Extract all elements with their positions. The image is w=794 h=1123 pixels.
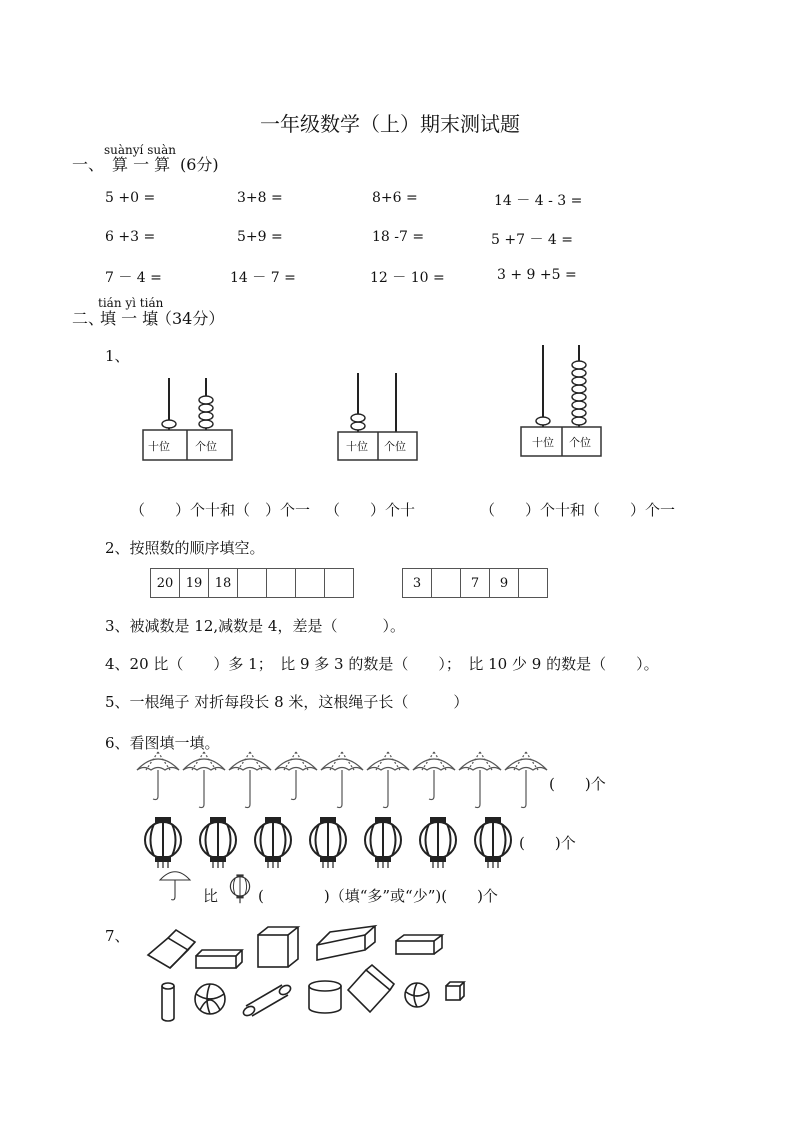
- equation: 18 -7 =: [372, 229, 425, 245]
- sequence-row-2: [402, 568, 548, 598]
- sequence-cell: 18: [209, 569, 238, 597]
- ball-shape: [195, 984, 225, 1014]
- cube-shape: [148, 930, 195, 968]
- abacus-bead: [536, 417, 550, 425]
- sequence-cell: 9: [490, 569, 519, 597]
- umbrella-icon: [275, 752, 317, 800]
- lantern-icon: [365, 818, 401, 868]
- abacus-bead: [572, 361, 586, 369]
- sequence-cell: [296, 569, 325, 597]
- question-1-answer-2: （ ）个十: [325, 501, 416, 519]
- section1-number: 一、: [72, 155, 105, 174]
- question-5: 5、一根绳子 对折每段长 8 米，这根绳子长（ ）: [105, 693, 469, 711]
- equation: 6 +3 =: [105, 229, 156, 245]
- umbrella-count-answer: ( )个: [549, 775, 606, 793]
- cube-shape: [258, 927, 298, 967]
- equation: 14 － 4 - 3 =: [494, 193, 583, 209]
- lantern-icon: [310, 818, 346, 868]
- section1-pinyin: suànyí suàn: [104, 143, 176, 157]
- question-2: 2、按照数的顺序填空。: [105, 539, 265, 557]
- lantern-icon: [255, 818, 291, 868]
- question-1-answer-3: （ ）个十和（ ）个一: [480, 501, 676, 519]
- abacus-2-ones-label: 个位: [384, 440, 406, 453]
- cuboid-shape: [396, 935, 442, 954]
- equation: 3 + 9 +5 =: [497, 267, 577, 283]
- abacus-bead: [351, 422, 365, 430]
- flat-cuboid-shape: [196, 950, 242, 968]
- section1-label: 算 一 算: [112, 155, 171, 174]
- abacus-bead: [199, 412, 213, 420]
- abacus-bead: [162, 420, 176, 428]
- abacus-1-ones-label: 个位: [195, 440, 217, 453]
- question-3: 3、被减数是 12,减数是 4，差是（ ）。: [105, 617, 405, 635]
- sequence-cell: [325, 569, 353, 597]
- section2-label: 填 一 填: [100, 309, 159, 328]
- abacus-bead: [572, 409, 586, 417]
- long-cuboid-shape: [317, 926, 375, 960]
- abacus-bead: [199, 404, 213, 412]
- abacus-1-tens-label: 十位: [148, 440, 170, 453]
- abacus-bead: [199, 396, 213, 404]
- question-4: 4、20 比（ ）多 1； 比 9 多 3 的数是（ ）； 比 10 少 9 的数是（ ）。: [105, 655, 659, 673]
- tilted-cuboid-shape: [348, 965, 394, 1012]
- sequence-cell: [238, 569, 267, 597]
- abacus-bead: [572, 417, 586, 425]
- question-7-number: 7、: [105, 927, 130, 945]
- abacus-bead: [572, 369, 586, 377]
- abacus-bead: [572, 401, 586, 409]
- page-title: 一年级数学（上）期末测试题: [260, 112, 520, 136]
- lantern-icon: [475, 818, 511, 868]
- equation: 7 － 4 =: [105, 270, 162, 286]
- equation: 14 － 7 =: [230, 270, 296, 286]
- solid-shapes: [0, 0, 1, 1]
- ball-shape: [405, 983, 429, 1007]
- lantern-icon: [420, 818, 456, 868]
- equation: 5 +7 － 4 =: [491, 232, 573, 248]
- compare-text: ( )（填“多”或“少”)( )个: [258, 887, 498, 905]
- umbrella-icon: [321, 752, 363, 808]
- abacus-bead: [572, 385, 586, 393]
- abacus-bead: [351, 414, 365, 422]
- section1-score: (6分): [180, 155, 219, 174]
- sequence-cell: 7: [461, 569, 490, 597]
- abacus-bead: [572, 377, 586, 385]
- abacus-2-tens-label: 十位: [346, 440, 368, 453]
- sequence-cell: [267, 569, 296, 597]
- sequence-cell: 3: [403, 569, 432, 597]
- equation: 3+8 =: [237, 190, 283, 206]
- question-6: 6、看图填一填。: [105, 734, 220, 752]
- umbrella-icon: [137, 752, 179, 800]
- section2-pinyin: tián yì tián: [98, 296, 164, 310]
- sequence-cell: [519, 569, 547, 597]
- umbrella-icon: [413, 752, 455, 800]
- umbrella-icon: [229, 752, 271, 808]
- compare-word: 比: [203, 887, 219, 905]
- question-1-answer-1: （ ）个十和（ ）个一: [130, 501, 311, 519]
- lantern-count-answer: ( )个: [519, 834, 576, 852]
- umbrella-icon: [505, 752, 547, 808]
- sequence-cell: 20: [151, 569, 180, 597]
- equation: 5+9 =: [237, 229, 283, 245]
- sequence-row-1: [150, 568, 354, 598]
- abacus-3-ones-label: 个位: [569, 436, 591, 449]
- sequence-cell: [432, 569, 461, 597]
- umbrella-icon: [183, 752, 225, 808]
- sequence-cell: 19: [180, 569, 209, 597]
- equation: 8+6 =: [372, 190, 418, 206]
- section2-number: 二、: [72, 309, 105, 328]
- section2-score: 。（34分）: [148, 309, 225, 328]
- umbrella-icon: [459, 752, 501, 808]
- cylinder-shape: [242, 984, 292, 1018]
- lantern-icon: [200, 818, 236, 868]
- abacus-bead: [199, 420, 213, 428]
- question-1-number: 1、: [105, 347, 130, 365]
- abacus-3-tens-label: 十位: [532, 436, 554, 449]
- cylinder-shape: [162, 983, 174, 1021]
- umbrella-icon: [367, 752, 409, 808]
- lantern-icon: [145, 818, 181, 868]
- abacus-bead: [572, 393, 586, 401]
- cube-shape: [446, 982, 464, 1000]
- equation: 12 － 10 =: [370, 270, 445, 286]
- equation: 5 +0 =: [105, 190, 156, 206]
- cylinder-shape: [309, 981, 341, 1013]
